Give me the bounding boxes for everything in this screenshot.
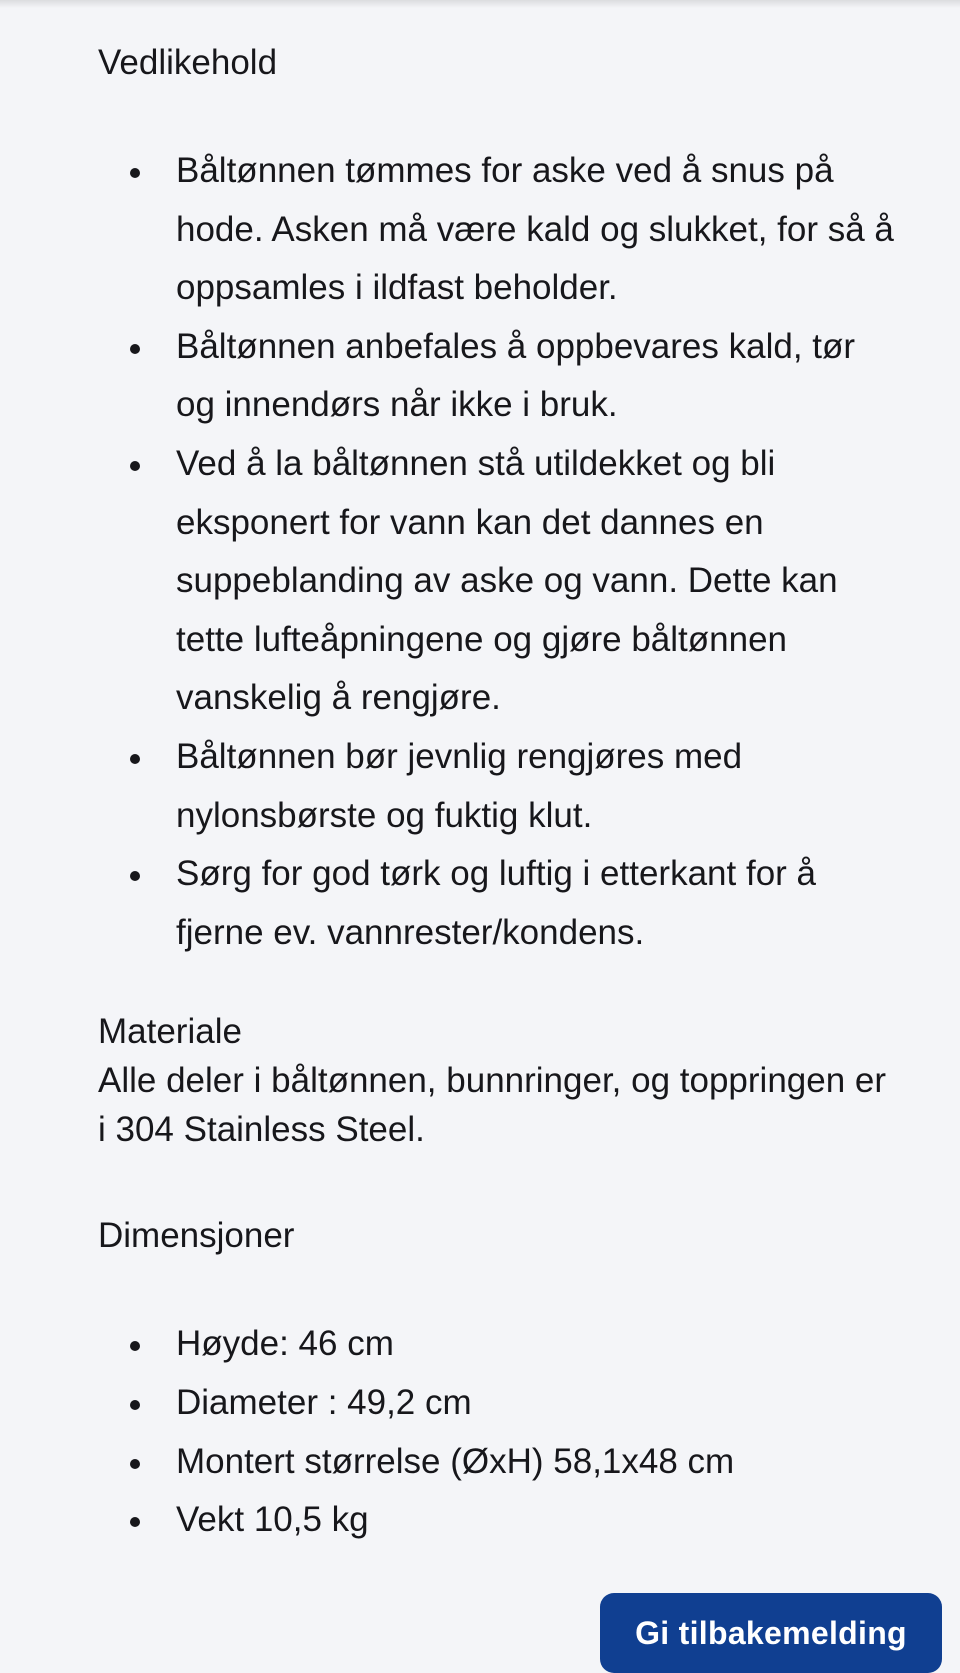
maintenance-heading: Vedlikehold	[98, 43, 278, 82]
bullet-icon	[130, 1517, 140, 1527]
header-shadow	[0, 0, 960, 8]
bullet-icon	[130, 344, 140, 354]
bullet-icon	[130, 168, 140, 178]
list-item-text: Høyde: 46 cm	[176, 1324, 394, 1364]
list-item	[98, 142, 898, 318]
bullet-icon	[130, 1459, 140, 1469]
list-item	[98, 845, 898, 962]
list-item-text: Montert størrelse (ØxH) 58,1x48 cm	[176, 1441, 735, 1481]
material-text: Alle deler i båltønnen, bunnringer, og toppringen er i 304 Stainless Steel.	[98, 1061, 887, 1150]
bullet-icon	[130, 754, 140, 764]
list-item	[98, 1374, 898, 1433]
list-item-text: Båltønnen anbefales å oppbevares kald, tør og innendørs når ikke i bruk.	[176, 326, 856, 425]
list-item	[98, 1433, 898, 1492]
bullet-icon	[130, 1400, 140, 1410]
list-item	[98, 435, 898, 728]
dimensions-heading: Dimensjoner	[98, 1216, 295, 1256]
list-item	[98, 1315, 898, 1374]
list-item-text: Sørg for god tørk og luftig i etterkant for å fjerne ev. vannrester/kondens.	[176, 854, 816, 952]
list-item	[98, 1491, 898, 1550]
feedback-button[interactable]: Gi tilbakemelding	[600, 1593, 942, 1673]
dimensions-list	[98, 1315, 898, 1549]
material-heading: Materiale	[98, 1012, 242, 1052]
bullet-icon	[130, 1341, 140, 1351]
product-description	[98, 38, 898, 1550]
list-item	[98, 728, 898, 845]
bullet-icon	[130, 871, 140, 881]
list-item-text: Vekt 10,5 kg	[176, 1500, 369, 1540]
bullet-icon	[130, 461, 140, 471]
list-item-text: Ved å la båltønnen stå utildekket og bli eksponert for vann kan det dannes en suppeblanding av aske og vann. Dette kan tette lufteåpningene og gjøre båltønnen vanskelig å rengjøre.	[176, 443, 838, 718]
material-section	[98, 1007, 898, 1154]
list-item-text: Diameter : 49,2 cm	[176, 1382, 472, 1422]
list-item-text: Båltønnen bør jevnlig rengjøres med nylonsbørste og fuktig klut.	[176, 736, 743, 835]
list-item-text: Båltønnen tømmes for aske ved å snus på hode. Asken må være kald og slukket, for så å oppsamles i ildfast beholder.	[176, 151, 894, 308]
maintenance-list	[98, 142, 898, 962]
list-item	[98, 318, 898, 435]
